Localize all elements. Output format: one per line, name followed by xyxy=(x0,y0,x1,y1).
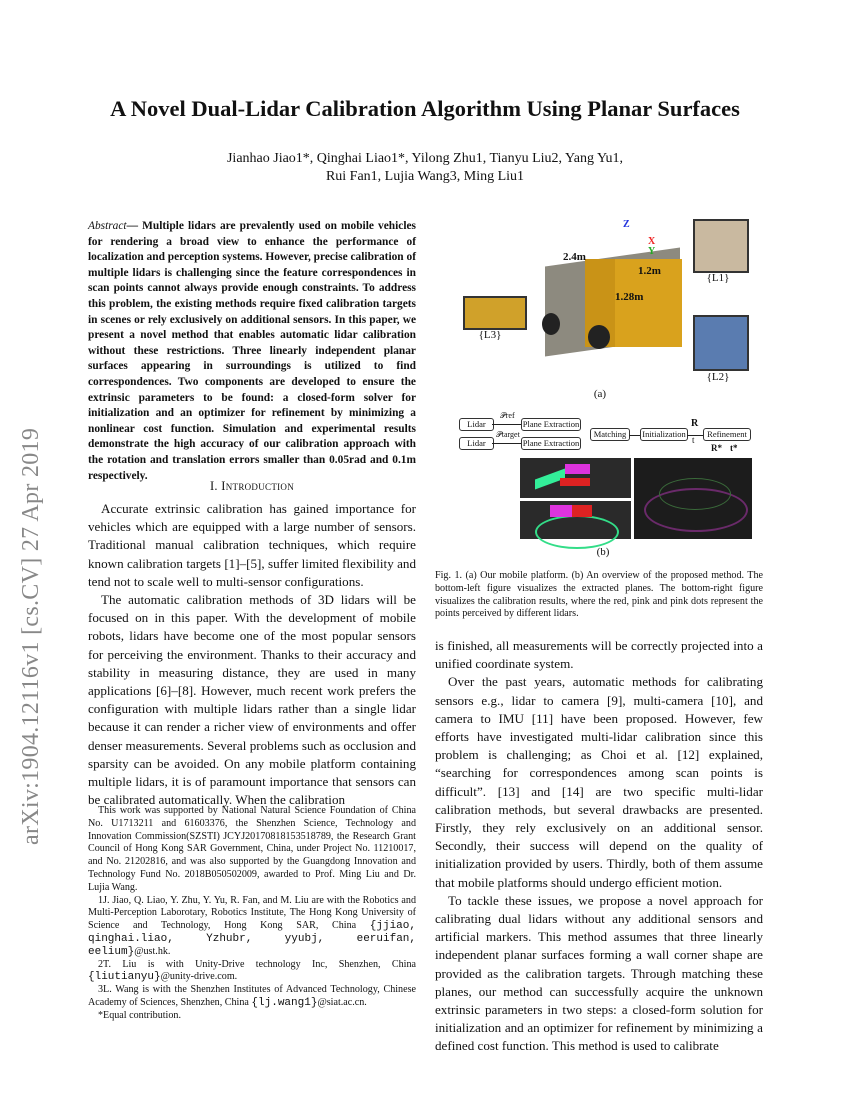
dimension-length: 2.4m xyxy=(563,251,586,263)
footnote-funding: This work was supported by National Natural Science Foundation of China No. U1713211 and 61603376, the Shenzhen Science, Technology and Innovation Commission(SZSTI) JCYJ20170818153518789, the Research Grant Council of Hong Kong SAR Government, China, under Project No. 11210017, and No. 21202816, and was also supported by the Guangdong Innovation and Technology Fund No. 2018B050502009, awarded to Prof. Ming Liu and Dr. Lujia Wang. xyxy=(88,805,416,893)
wheel xyxy=(588,325,610,349)
rotation-label: R xyxy=(691,418,699,429)
section-heading-introduction: I. Introduction xyxy=(209,479,295,493)
email-domain: @ust.hk. xyxy=(134,945,171,957)
inset-lidar-2 xyxy=(693,315,749,371)
axis-x-label: X xyxy=(648,236,656,247)
footnote-equal-contribution: *Equal contribution. xyxy=(98,1009,181,1021)
figure-1a-mobile-platform xyxy=(430,215,770,405)
initialization-box: Initialization xyxy=(640,428,688,441)
email-domain: @siat.ac.cn. xyxy=(317,996,367,1008)
axis-y-label: Y xyxy=(648,246,656,257)
refinement-box: Refinement xyxy=(703,428,751,441)
wheel xyxy=(542,313,560,335)
footnotes xyxy=(88,805,416,1023)
affiliation-text: 1J. Jiao, Q. Liao, Y. Zhu, Y. Yu, R. Fan, and M. Liu are with the Robotics and Multi-Perception Laborotary, Robotics Institute, The Hong Kong University of Science and Technology, Hong Kong SAR, China xyxy=(88,894,416,932)
translation-star-label: t* xyxy=(730,443,738,453)
paragraph: is finished, all measurements will be correctly projected into a unified coordinate system. xyxy=(435,638,763,672)
arrow xyxy=(629,435,640,436)
affiliation-text: 2T. Liu is with Unity-Drive technology Inc, Shenzhen, China xyxy=(98,958,416,970)
plane-extraction-box-2: Plane Extraction xyxy=(522,438,580,448)
label-L3: {L3} xyxy=(478,329,502,341)
right-column-text xyxy=(435,637,763,1056)
arxiv-identifier: arXiv:1904.12116v1 [cs.CV] 27 Apr 2019 xyxy=(18,427,44,845)
dimension-height: 1.28m xyxy=(615,291,644,303)
emails: {jjiao, qinghai.liao, Yzhubr, yyubj, eeruifan, eelium} xyxy=(88,920,416,958)
affiliation-text: 3L. Wang is with the Shenzhen Institutes of Advanced Technology, Chinese Academy of Sciences, Shenzhen, China xyxy=(88,984,416,1008)
emails: {lj.wang1} xyxy=(251,996,318,1009)
paragraph: Over the past years, automatic methods for calibrating sensors e.g., lidar to camera [9], multi-camera [10], and camera to IMU [11] have been proposed. However, few efforts have investigated multi-lidar calibration since this problem is challenging; as Choi et al. [12] explained, “searching for correspondences among scan points is difficult”. [13] and [14] are two specific multi-lidar calibration methods, but several drawbacks are presented. Firstly, they rely exclusively on an additional sensor. Secondly, their success will depend on the quality of initialization provided by users. Thirdly, both of them assume that mobile platforms should undergo efficient motion. xyxy=(435,674,763,890)
subfigure-label-a: (a) xyxy=(593,388,607,400)
lidar-box-1: Lidar xyxy=(459,418,494,431)
extracted-planes-image-top xyxy=(520,458,631,498)
extracted-planes-image-bottom xyxy=(520,501,631,539)
footnote-affiliation-2 xyxy=(88,959,416,985)
paper-title: A Novel Dual-Lidar Calibration Algorithm Using Planar Surfaces xyxy=(110,96,740,121)
authors-line-1: Jianhao Jiao1*, Qinghai Liao1*, Yilong Zhu1, Tianyu Liu2, Yang Yu1, xyxy=(226,151,624,166)
arrow xyxy=(492,424,521,425)
plane-extraction-box-1: Plane Extraction xyxy=(522,419,580,429)
figure-caption: Fig. 1. (a) Our mobile platform. (b) An overview of the proposed method. The bottom-left figure visualizes the extracted planes. The bottom-right figure visualizes the calibration results, where the red, pink and pink dots represent the points perceived by different lidars. xyxy=(435,570,763,620)
subfigure-label-b: (b) xyxy=(596,546,610,558)
lidar-box-2: Lidar xyxy=(459,437,494,450)
footnote-affiliation-1 xyxy=(88,895,416,959)
footnote-affiliation-3 xyxy=(88,984,416,1010)
inset-lidar-1 xyxy=(693,219,749,273)
label-L2: {L2} xyxy=(706,371,730,383)
abstract xyxy=(88,219,416,484)
p-target-label: 𝒫target xyxy=(496,430,520,439)
introduction-text xyxy=(88,500,416,809)
emails: {liutianyu} xyxy=(88,971,161,984)
paragraph: Accurate extrinsic calibration has gained importance for vehicles which are equipped with a large number of sensors. Traditional manual calibration techniques, which require known calibration targets [1]–[5], suffer limited flexibility and tend not to scale well to multi-sensor configurations. xyxy=(88,501,416,589)
dimension-width: 1.2m xyxy=(638,265,661,277)
label-L1: {L1} xyxy=(706,272,730,284)
arrow xyxy=(492,443,521,444)
matching-box: Matching xyxy=(590,428,630,441)
authors-line-2: Rui Fan1, Lujia Wang3, Ming Liu1 xyxy=(325,169,525,184)
calibration-result-image xyxy=(634,458,752,539)
figure-1b-pipeline xyxy=(430,405,770,565)
paragraph: To tackle these issues, we propose a novel approach for calibrating dual lidars without any additional sensors and artificial markers. This method assumes that three linearly independent planar surfaces forming a wall corner shape are provided as the calibration targets. Through matching these planes, our method can successfully acquire the unknown extrinsic parameters in two steps: a closed-form solution for initialization and an optimizer for refinement by minimizing a defined cost function. This method is used to calibrate xyxy=(435,892,763,1054)
paragraph: The automatic calibration methods of 3D lidars will be focused on in this paper. With the development of mobile robots, lidars have become one of the most popular sensors for perceiving the environment. Thanks to their accuracy and stability in measuring distance, they are used in many applications [6]–[8]. However, much recent work prefers the configuration with multiple lidars rather than a single lidar because it can render a richer view of environments and offer denser measurements. Several problems such as occlusion and sparsity can be avoided. On any mobile platform containing multiple lidars, it is of paramount importance that sensors can be calibrated automatically. When the calibration xyxy=(88,592,416,808)
arrow xyxy=(687,435,703,436)
p-ref-label: 𝒫ref xyxy=(500,411,515,420)
abstract-label: Abstract xyxy=(88,220,127,232)
email-domain: @unity-drive.com. xyxy=(160,971,238,983)
axis-z-label: Z xyxy=(623,219,630,230)
inset-lidar-3 xyxy=(463,296,527,330)
abstract-text: — Multiple lidars are prevalently used on mobile vehicles for rendering a broad view to enhance the performance of localization and perception systems. However, precise calibration of multiple lidars is challenging since the feature correspondences in scan points cannot always provide enough constraints. To address this problem, the existing methods require fixed calibration targets in scenes or rely exclusively on additional sensors. In this paper, we present a novel method that enables automatic lidar calibration without these restrictions. Three linearly independent planar surfaces appearing in surroundings is utilized to find correspondences. Two components are developed to ensure the extrinsic parameters to be found: a closed-form solver for initialization and an optimizer for refinement by minimizing a nonlinear cost function. Simulation and experimental results demonstrate the high accuracy of our calibration approach with the rotation and translation errors smaller than 0.05rad and 0.1m respectively. xyxy=(88,220,416,482)
rotation-star-label: R* xyxy=(711,443,722,453)
translation-label: t xyxy=(692,435,695,445)
